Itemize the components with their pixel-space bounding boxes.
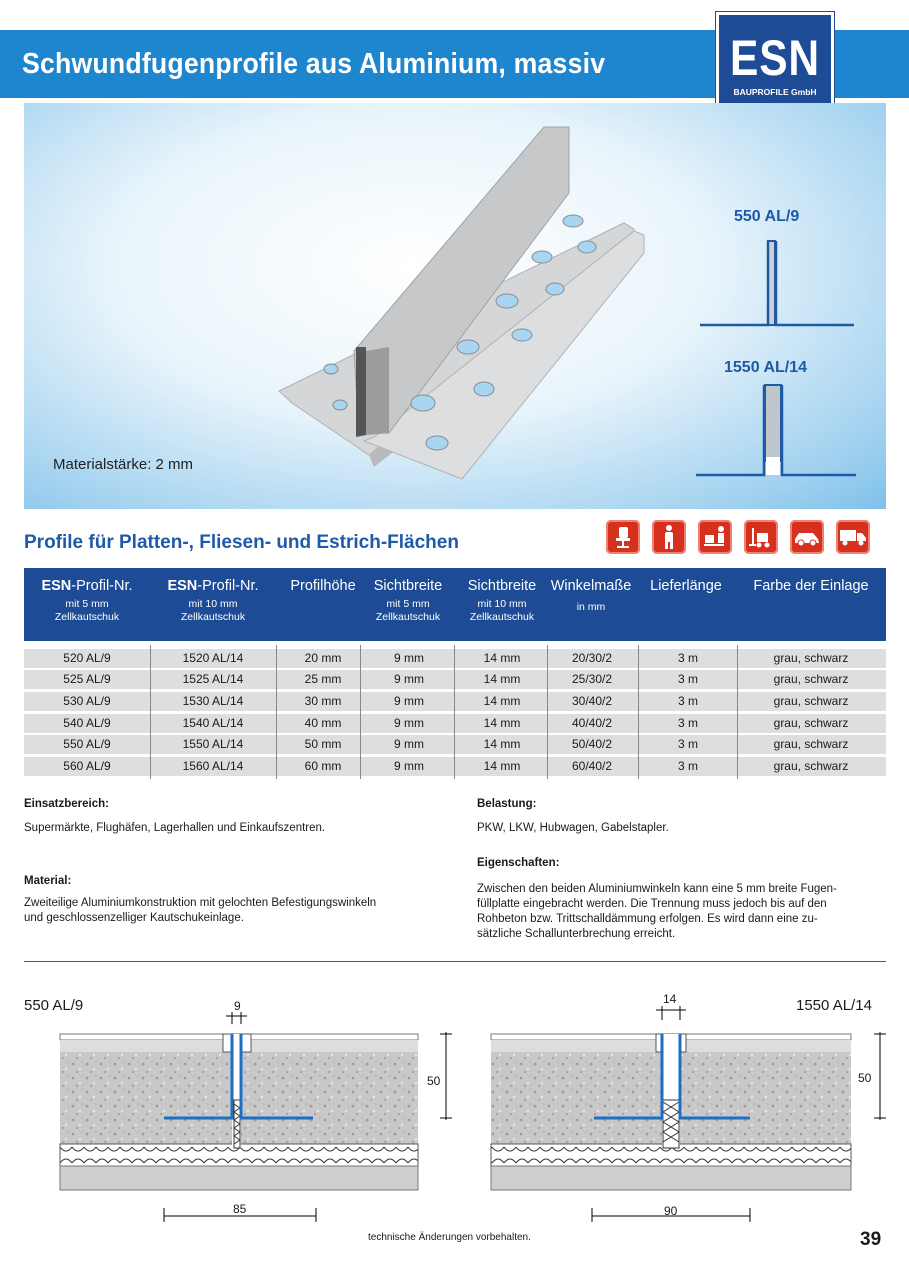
col-header-5mm: ESN-Profil-Nr. mit 5 mm Zellkautschuk bbox=[41, 578, 133, 623]
truck-icon bbox=[836, 520, 870, 554]
col-header-10mm: ESN-Profil-Nr. mit 10 mm Zellkautschuk bbox=[167, 578, 259, 623]
usage-icons bbox=[606, 520, 870, 554]
product-illustration bbox=[24, 103, 886, 509]
belastung-text: PKW, LKW, Hubwagen, Gabelstapler. bbox=[477, 822, 669, 834]
divider bbox=[24, 961, 886, 962]
eigenschaften-line: füllplatte eingebracht werden. Die Trennung muss jedoch bis auf den bbox=[477, 898, 827, 910]
table-header bbox=[24, 568, 886, 641]
col-header-winkelmasse: Winkelmaße in mm bbox=[550, 578, 632, 613]
technical-drawings bbox=[0, 990, 909, 1230]
car-icon bbox=[790, 520, 824, 554]
table-row: 520 AL/9 1520 AL/14 20 mm 9 mm 14 mm 20/30/2 3 m grau, schwarz bbox=[24, 649, 886, 668]
cross-section-550 bbox=[700, 241, 854, 325]
drawing-1550 bbox=[491, 1006, 886, 1222]
dim-top-right: 14 bbox=[663, 992, 677, 1006]
column-divider bbox=[454, 645, 455, 779]
dim-top-left: 9 bbox=[234, 999, 241, 1013]
dim-height-left: 50 bbox=[427, 1074, 441, 1088]
pedestrian-icon bbox=[652, 520, 686, 554]
rubber-insert bbox=[356, 347, 366, 437]
belastung-label: Belastung: bbox=[477, 798, 537, 810]
einsatz-text: Supermärkte, Flughäfen, Lagerhallen und Einkaufszentren. bbox=[24, 822, 326, 834]
material-thickness: Materialstärke: 2 mm bbox=[53, 456, 194, 473]
profile-label-550: 550 AL/9 bbox=[734, 208, 800, 225]
logo-subtitle: BAUPROFILE GmbH bbox=[733, 87, 817, 97]
eigenschaften-line: sätzliche Schallunterbrechung erreicht. bbox=[477, 928, 676, 940]
drawing-title-left: 550 AL/9 bbox=[24, 997, 84, 1014]
eigenschaften-line: Zwischen den beiden Aluminiumwinkeln kann eine 5 mm breite Fugen- bbox=[477, 883, 837, 895]
material-text-1: Zweiteilige Aluminiumkonstruktion mit gelochten Befestigungswinkeln bbox=[24, 897, 377, 909]
column-divider bbox=[360, 645, 361, 779]
section-heading: Profile für Platten-, Fliesen- und Estrich-Flächen bbox=[24, 532, 459, 553]
column-divider bbox=[276, 645, 277, 779]
drawing-title-right: 1550 AL/14 bbox=[796, 997, 872, 1014]
dim-width-left: 85 bbox=[233, 1202, 247, 1216]
column-divider bbox=[737, 645, 738, 779]
column-divider bbox=[150, 645, 151, 779]
table-row: 550 AL/9 1550 AL/14 50 mm 9 mm 14 mm 50/40/2 3 m grau, schwarz bbox=[24, 735, 886, 754]
dim-width-right: 90 bbox=[664, 1204, 678, 1218]
logo-text: ESN bbox=[730, 30, 820, 86]
pallet-truck-icon bbox=[698, 520, 732, 554]
profile-label-1550: 1550 AL/14 bbox=[724, 359, 808, 376]
table-row: 540 AL/9 1540 AL/14 40 mm 9 mm 14 mm 40/40/2 3 m grau, schwarz bbox=[24, 714, 886, 733]
einsatz-label: Einsatzbereich: bbox=[24, 798, 109, 810]
column-divider bbox=[638, 645, 639, 779]
page-number: 39 bbox=[860, 1229, 882, 1250]
column-divider bbox=[547, 645, 548, 779]
table-row: 560 AL/9 1560 AL/14 60 mm 9 mm 14 mm 60/40/2 3 m grau, schwarz bbox=[24, 757, 886, 776]
col-header-profilhoehe: Profilhöhe bbox=[290, 578, 356, 594]
dim-height-right: 50 bbox=[858, 1071, 872, 1085]
col-header-sichtbreite-5: Sichtbreite mit 5 mm Zellkautschuk bbox=[373, 578, 443, 623]
table-row: 530 AL/9 1530 AL/14 30 mm 9 mm 14 mm 30/40/2 3 m grau, schwarz bbox=[24, 692, 886, 711]
table-row: 525 AL/9 1525 AL/14 25 mm 9 mm 14 mm 25/30/2 3 m grau, schwarz bbox=[24, 670, 886, 689]
col-header-farbe: Farbe der Einlage bbox=[753, 578, 869, 594]
product-hero bbox=[24, 103, 886, 509]
drawing-550 bbox=[60, 1012, 452, 1222]
office-chair-icon bbox=[606, 520, 640, 554]
forklift-icon bbox=[744, 520, 778, 554]
eigenschaften-label: Eigenschaften: bbox=[477, 857, 560, 869]
page-title: Schwundfugenprofile aus Aluminium, massiv bbox=[22, 48, 606, 80]
col-header-lieferlaenge: Lieferlänge bbox=[650, 578, 722, 594]
col-header-sichtbreite-10: Sichtbreite mit 10 mm Zellkautschuk bbox=[467, 578, 537, 623]
eigenschaften-line: Rohbeton bzw. Trittschalldämmung erfolgen. Es wird dann eine zu- bbox=[477, 913, 818, 925]
web-front-face bbox=[366, 347, 389, 435]
material-text-2: und geschlossenzelliger Kautschukeinlage. bbox=[24, 912, 244, 924]
footer-note: technische Änderungen vorbehalten. bbox=[368, 1232, 531, 1243]
material-label: Material: bbox=[24, 875, 72, 887]
cross-section-1550 bbox=[696, 385, 856, 475]
